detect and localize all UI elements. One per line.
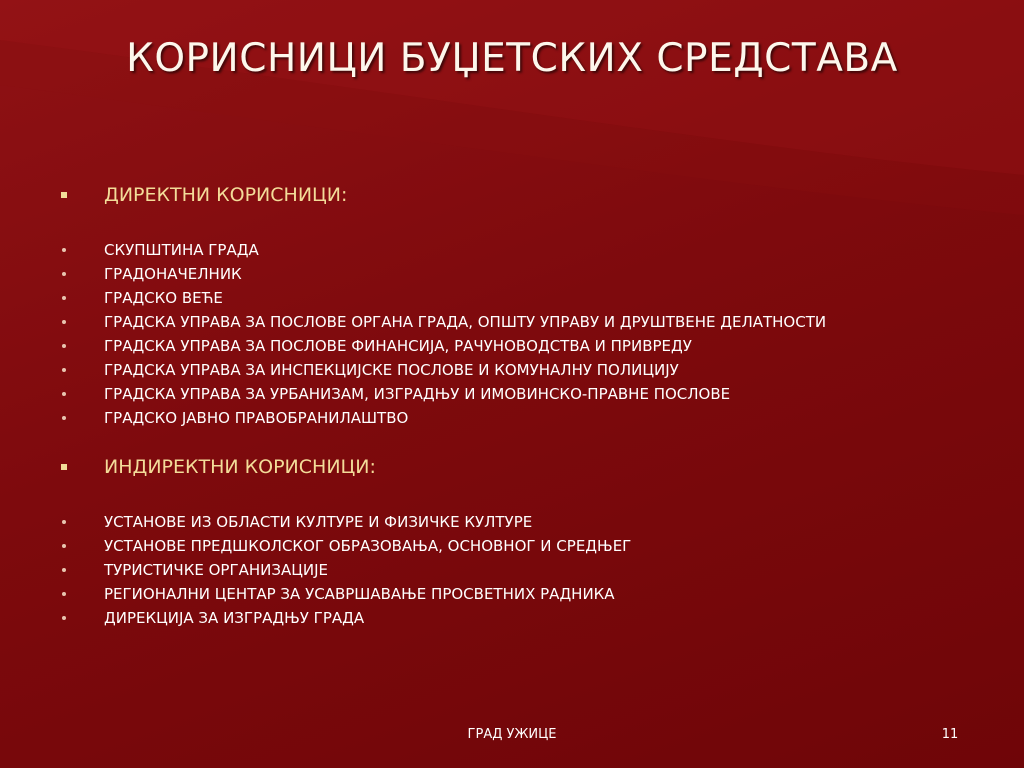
list-item <box>58 582 998 606</box>
list-item <box>58 286 998 310</box>
list-item-text: ГРАДОНАЧЕЛНИК <box>104 265 242 283</box>
dot-bullet-icon <box>62 416 66 420</box>
list-item-text: ГРАДСКО ВЕЋЕ <box>104 289 223 307</box>
list-item-text: УСТАНОВЕ ИЗ ОБЛАСТИ КУЛТУРЕ И ФИЗИЧКЕ КУЛТУРЕ <box>104 513 533 531</box>
list-item-text: ГРАДСКО ЈАВНО ПРАВОБРАНИЛАШТВО <box>104 409 409 427</box>
item-list <box>58 510 998 630</box>
list-item <box>58 606 998 630</box>
section-heading-text: ИНДИРЕКТНИ КОРИСНИЦИ: <box>104 456 376 478</box>
list-item-text: ГРАДСКА УПРАВА ЗА УРБАНИЗАМ, ИЗГРАДЊУ И ИМОВИНСКО-ПРАВНЕ ПОСЛОВЕ <box>104 385 731 403</box>
page-number: 11 <box>941 727 959 742</box>
list-item-text: ТУРИСТИЧКЕ ОРГАНИЗАЦИЈЕ <box>104 561 329 579</box>
item-list <box>58 238 998 430</box>
list-item <box>58 358 998 382</box>
dot-bullet-icon <box>62 520 66 524</box>
section-heading <box>58 178 998 212</box>
footer-text: ГРАД УЖИЦЕ <box>467 727 557 742</box>
dot-bullet-icon <box>62 568 66 572</box>
list-item-text: РЕГИОНАЛНИ ЦЕНТАР ЗА УСАВРШАВАЊЕ ПРОСВЕТНИХ РАДНИКА <box>104 585 615 603</box>
list-item <box>58 382 998 406</box>
dot-bullet-icon <box>62 544 66 548</box>
list-item <box>58 310 998 334</box>
square-bullet-icon <box>61 192 67 198</box>
dot-bullet-icon <box>62 616 66 620</box>
slide-content <box>58 178 998 630</box>
slide-title: КОРИСНИЦИ БУЏЕТСКИХ СРЕДСТАВА <box>126 36 898 81</box>
dot-bullet-icon <box>62 272 66 276</box>
list-item <box>58 406 998 430</box>
list-item-text: ГРАДСКА УПРАВА ЗА ИНСПЕКЦИЈСКЕ ПОСЛОВЕ И КОМУНАЛНУ ПОЛИЦИЈУ <box>104 361 679 379</box>
list-item <box>58 238 998 262</box>
section-direct-users <box>58 178 998 430</box>
dot-bullet-icon <box>62 592 66 596</box>
dot-bullet-icon <box>62 248 66 252</box>
dot-bullet-icon <box>62 320 66 324</box>
list-item-text: ГРАДСКА УПРАВА ЗА ПОСЛОВЕ ОРГАНА ГРАДА, ОПШТУ УПРАВУ И ДРУШТВЕНЕ ДЕЛАТНОСТИ <box>104 313 827 331</box>
list-item-text: УСТАНОВЕ ПРЕДШКОЛСКОГ ОБРАЗОВАЊА, ОСНОВНОГ И СРЕДЊЕГ <box>104 537 632 555</box>
list-item-text: ГРАДСКА УПРАВА ЗА ПОСЛОВЕ ФИНАНСИЈА, РАЧУНОВОДСТВА И ПРИВРЕДУ <box>104 337 692 355</box>
dot-bullet-icon <box>62 296 66 300</box>
list-item-text: СКУПШТИНА ГРАДА <box>104 241 259 259</box>
dot-bullet-icon <box>62 344 66 348</box>
square-bullet-icon <box>61 464 67 470</box>
dot-bullet-icon <box>62 368 66 372</box>
list-item <box>58 534 998 558</box>
list-item <box>58 262 998 286</box>
list-item <box>58 558 998 582</box>
list-item <box>58 510 998 534</box>
section-indirect-users <box>58 450 998 630</box>
list-item <box>58 334 998 358</box>
list-item-text: ДИРЕКЦИЈА ЗА ИЗГРАДЊУ ГРАДА <box>104 609 365 627</box>
dot-bullet-icon <box>62 392 66 396</box>
section-heading-text: ДИРЕКТНИ КОРИСНИЦИ: <box>104 184 348 206</box>
section-heading <box>58 450 998 484</box>
